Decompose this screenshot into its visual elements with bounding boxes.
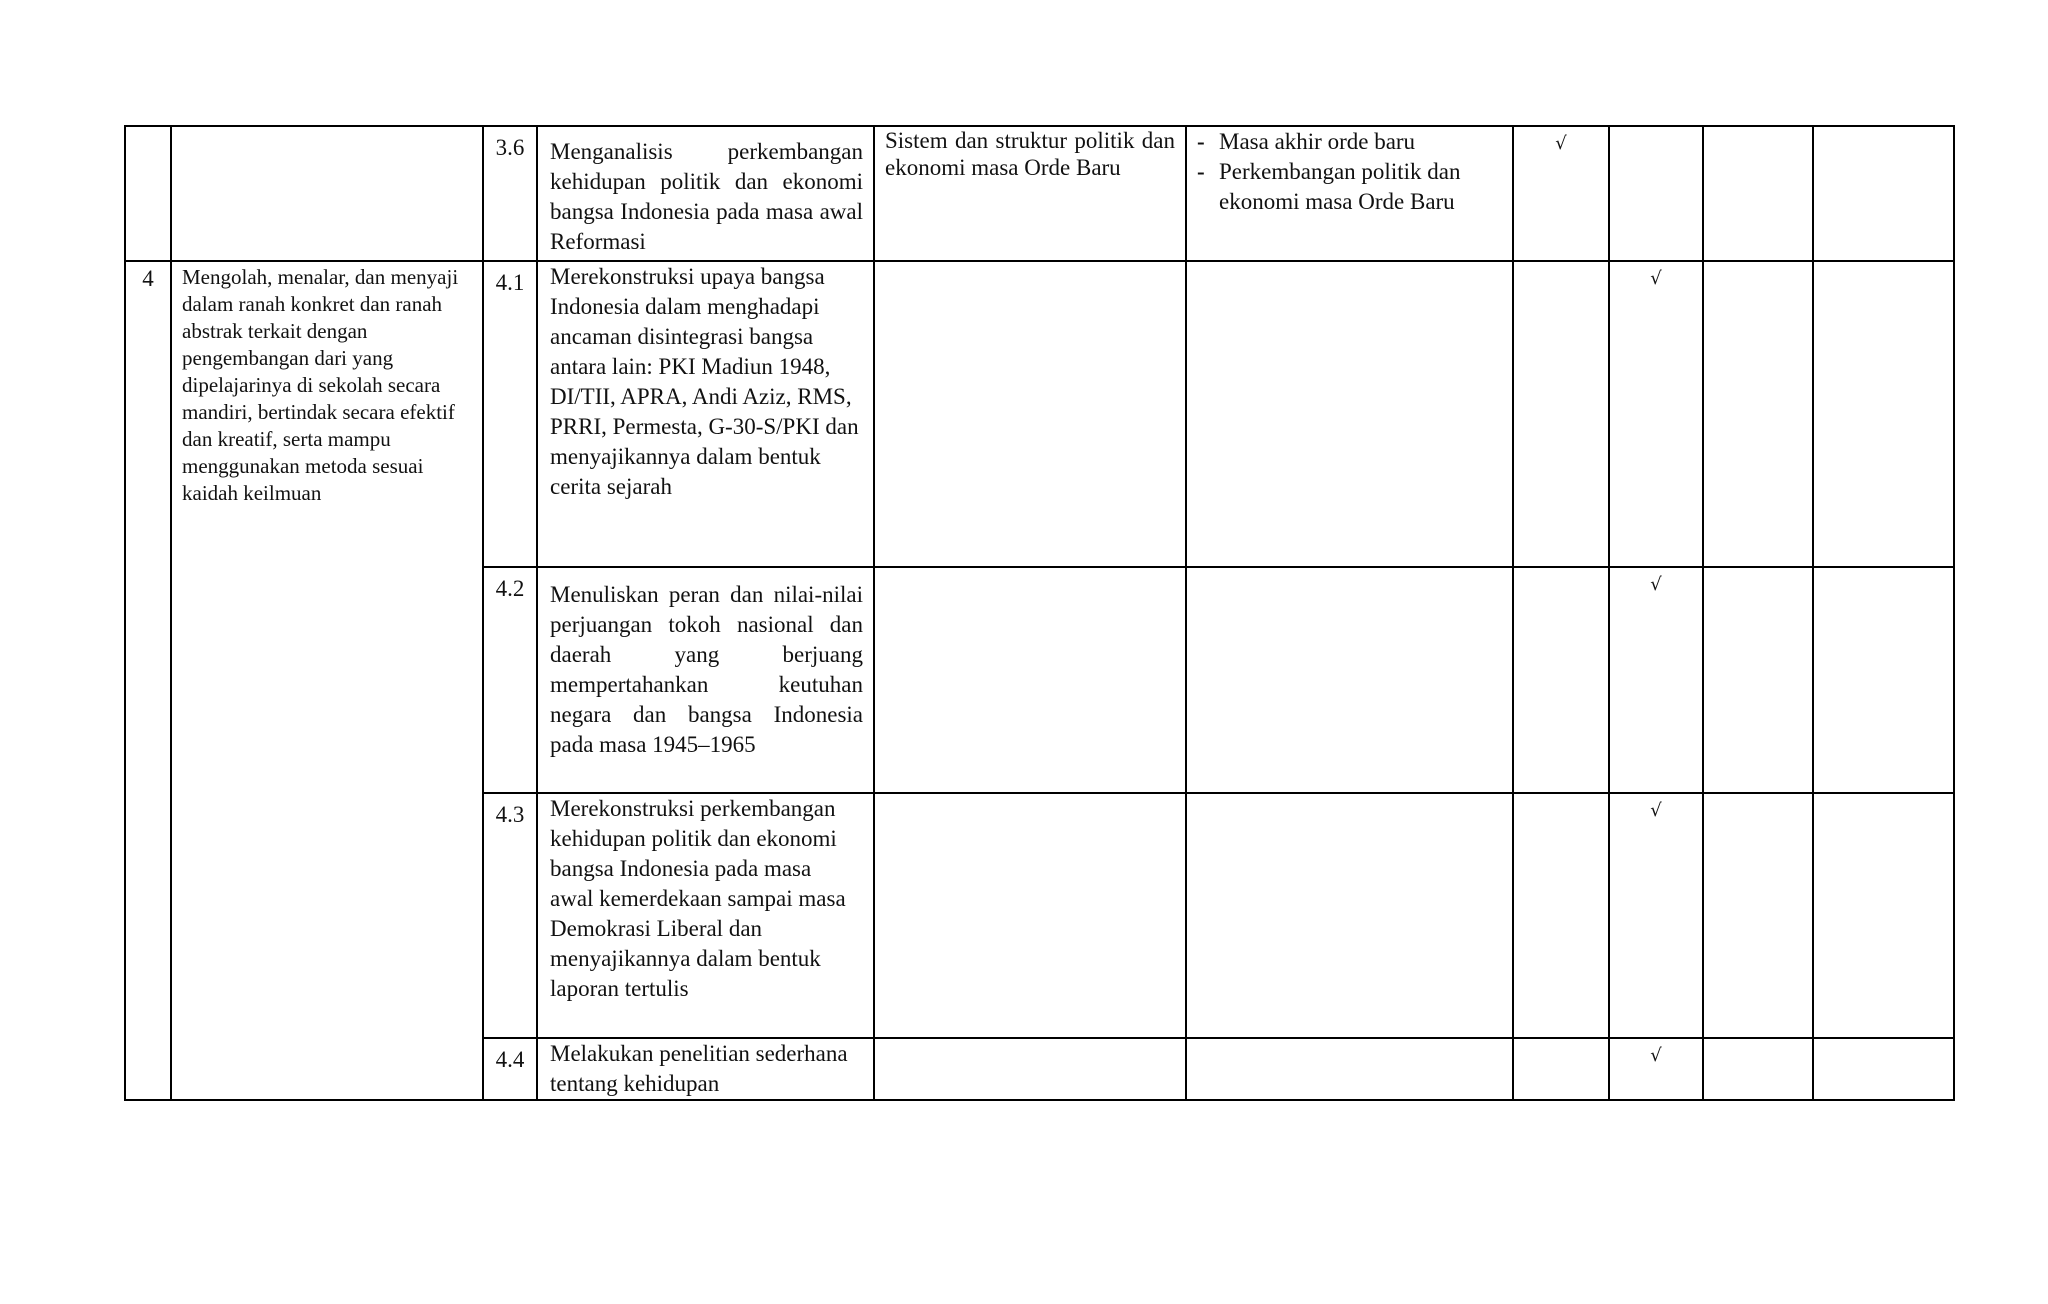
check-cell bbox=[1703, 567, 1813, 793]
submateri-cell bbox=[1186, 1038, 1513, 1100]
kompetensi-cell bbox=[171, 261, 483, 1100]
materi-cell bbox=[874, 567, 1186, 793]
list-item: - Perkembangan politik dan ekonomi masa Orde Baru bbox=[1197, 159, 1461, 214]
kd-text: Merekonstruksi upaya bangsa Indonesia dalam menghadapi ancaman disintegrasi bangsa antara lain: PKI Madiun 1948, DI/TII, APRA, Andi Aziz, RMS, PRRI, Permesta, G-30-S/PKI dan menyajikannya dalam bentuk cerita sejarah bbox=[550, 264, 859, 499]
submateri-cell bbox=[1186, 793, 1513, 1038]
kd-text: Menganalisis perkembangan kehidupan politik dan ekonomi bangsa Indonesia pada masa awal Reformasi bbox=[550, 139, 863, 254]
submateri-list bbox=[1197, 127, 1494, 217]
check-cell bbox=[1813, 126, 1954, 261]
no-cell bbox=[125, 261, 171, 1100]
kd-text: Melakukan penelitian sederhana tentang kehidupan bbox=[550, 1041, 848, 1096]
submateri-cell bbox=[1186, 567, 1513, 793]
kd-code-cell bbox=[483, 567, 537, 793]
check-cell bbox=[1609, 126, 1703, 261]
check-mark-icon: √ bbox=[1650, 1045, 1662, 1066]
kd-code: 4.2 bbox=[495, 576, 525, 601]
check-cell bbox=[1813, 793, 1954, 1038]
check-cell bbox=[1609, 567, 1703, 793]
check-cell bbox=[1513, 1038, 1609, 1100]
kd-text-cell bbox=[537, 793, 874, 1038]
materi-cell bbox=[874, 126, 1186, 261]
materi-cell bbox=[874, 793, 1186, 1038]
check-mark-icon: √ bbox=[1650, 268, 1662, 289]
row-number: 4 bbox=[142, 266, 154, 291]
kd-code: 4.3 bbox=[495, 802, 525, 827]
check-cell bbox=[1513, 793, 1609, 1038]
kd-text: Merekonstruksi perkembangan kehidupan politik dan ekonomi bangsa Indonesia pada masa awal kemerdekaan sampai masa Demokrasi Liberal dan menyajikannya dalam bentuk laporan tertulis bbox=[550, 796, 846, 1001]
check-cell bbox=[1703, 126, 1813, 261]
kd-code: 4.4 bbox=[495, 1047, 525, 1072]
check-cell bbox=[1609, 261, 1703, 567]
curriculum-table bbox=[124, 125, 1955, 1101]
check-cell bbox=[1813, 261, 1954, 567]
submateri-cell bbox=[1186, 261, 1513, 567]
no-cell bbox=[125, 126, 171, 261]
check-cell bbox=[1813, 567, 1954, 793]
check-cell bbox=[1513, 126, 1609, 261]
check-cell bbox=[1609, 1038, 1703, 1100]
materi-cell bbox=[874, 1038, 1186, 1100]
kd-text-cell bbox=[537, 567, 874, 793]
kd-code-cell bbox=[483, 261, 537, 567]
kd-text: Menuliskan peran dan nilai-nilai perjuangan tokoh nasional dan daerah yang berjuang mempertahankan keutuhan negara dan bangsa Indonesia pada masa 1945–1965 bbox=[550, 582, 863, 757]
kompetensi-cell bbox=[171, 126, 483, 261]
kd-text-cell bbox=[537, 126, 874, 261]
list-item: - Masa akhir orde baru bbox=[1197, 129, 1416, 154]
kd-code: 4.1 bbox=[495, 270, 525, 295]
check-cell bbox=[1703, 1038, 1813, 1100]
check-mark-icon: √ bbox=[1650, 574, 1662, 595]
kd-text-cell bbox=[537, 261, 874, 567]
check-cell bbox=[1609, 793, 1703, 1038]
check-mark-icon: √ bbox=[1555, 133, 1567, 154]
check-mark-icon: √ bbox=[1650, 800, 1662, 821]
kompetensi-text: Mengolah, menalar, dan menyaji dalam ranah konkret dan ranah abstrak terkait dengan pengembangan dari yang dipelajarinya di sekolah secara mandiri, bertindak secara efektif dan kreatif, serta mampu menggunakan metoda sesuai kaidah keilmuan bbox=[182, 265, 459, 505]
materi-text: Sistem dan struktur politik dan ekonomi masa Orde Baru bbox=[885, 128, 1175, 180]
kd-code-cell bbox=[483, 793, 537, 1038]
kd-text-cell bbox=[537, 1038, 874, 1100]
kd-code-cell bbox=[483, 1038, 537, 1100]
check-cell bbox=[1703, 793, 1813, 1038]
kd-code: 3.6 bbox=[495, 135, 525, 160]
table-row bbox=[125, 261, 1954, 567]
submateri-cell bbox=[1186, 126, 1513, 261]
check-cell bbox=[1813, 1038, 1954, 1100]
check-cell bbox=[1703, 261, 1813, 567]
table-row bbox=[125, 126, 1954, 261]
kd-code-cell bbox=[483, 126, 537, 261]
materi-cell bbox=[874, 261, 1186, 567]
check-cell bbox=[1513, 261, 1609, 567]
check-cell bbox=[1513, 567, 1609, 793]
